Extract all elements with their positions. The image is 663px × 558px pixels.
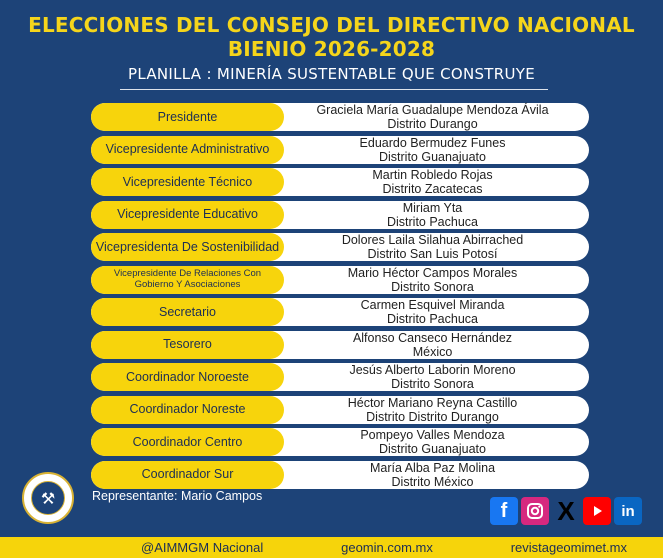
candidate-row	[91, 201, 589, 229]
candidate-name: Jesús Alberto Laborin Moreno	[349, 363, 516, 377]
candidate-info	[284, 361, 581, 393]
association-seal-logo	[22, 472, 74, 524]
candidate-name: Dolores Laila Silahua Abirrached	[341, 233, 524, 247]
candidate-row	[91, 331, 589, 359]
candidate-name: Martin Robledo Rojas	[372, 168, 493, 182]
candidate-info	[284, 264, 581, 296]
role-pill: Coordinador Centro	[91, 428, 284, 456]
candidate-district: Distrito Pachuca	[386, 312, 478, 326]
candidate-info	[284, 166, 581, 198]
candidate-row	[91, 396, 589, 424]
candidate-info	[284, 296, 581, 328]
representative-label: Representante: Mario Campos	[92, 489, 263, 503]
role-pill: Vicepresidenta De Sostenibilidad	[91, 233, 284, 261]
candidate-name: Mario Héctor Campos Morales	[347, 265, 518, 280]
candidate-info	[284, 101, 581, 133]
candidate-name: Eduardo Bermudez Funes	[359, 135, 506, 150]
candidate-row	[91, 298, 589, 326]
footer-site-geomin[interactable]: geomin.com.mx	[341, 540, 433, 555]
pickaxe-icon: ⚒	[31, 481, 65, 515]
slate-subtitle: PLANILLA : MINERÍA SUSTENTABLE QUE CONSTRUYE	[128, 65, 535, 83]
candidate-name: Carmen Esquivel Miranda	[360, 298, 505, 312]
candidate-row	[91, 363, 589, 391]
role-pill: Coordinador Noroeste	[91, 363, 284, 391]
candidate-info	[284, 134, 581, 166]
candidate-row	[91, 103, 589, 131]
candidate-name: Miriam Yta	[402, 200, 463, 215]
linkedin-icon[interactable]: in	[614, 497, 642, 525]
x-icon[interactable]: X	[557, 495, 575, 526]
candidate-district: México	[412, 344, 453, 359]
role-pill: Vicepresidente De Relaciones Con Gobierno Y Asociaciones	[91, 266, 284, 294]
youtube-icon[interactable]	[583, 497, 611, 525]
role-pill: Vicepresidente Técnico	[91, 168, 284, 196]
candidate-district: Distrito Guanajuato	[378, 442, 486, 456]
candidate-row	[91, 136, 589, 164]
role-pill: Coordinador Noreste	[91, 396, 284, 424]
footer-site-revista[interactable]: revistageomimet.mx	[510, 540, 627, 555]
candidate-row	[91, 266, 589, 294]
candidate-district: Distrito México	[391, 474, 474, 489]
candidate-name: Alfonso Canseco Hernández	[352, 330, 513, 345]
candidate-info	[284, 459, 581, 491]
role-pill: Secretario	[91, 298, 284, 326]
candidate-district: Distrito Sonora	[391, 377, 474, 391]
candidate-district: Distrito Pachuca	[386, 214, 478, 229]
social-icons	[490, 497, 642, 525]
candidate-info	[284, 394, 581, 426]
candidate-info	[284, 199, 581, 231]
candidate-name: Héctor Mariano Reyna Castillo	[347, 395, 518, 410]
candidate-name: María Alba Paz Molina	[369, 460, 496, 475]
role-pill: Coordinador Sur	[91, 461, 284, 489]
instagram-icon[interactable]	[521, 497, 549, 525]
role-pill: Vicepresidente Administrativo	[91, 136, 284, 164]
candidate-district: Distrito Guanajuato	[378, 149, 486, 164]
poster-title-line-2: BIENIO 2026-2028	[227, 37, 436, 61]
candidate-district: Distrito Zacatecas	[382, 182, 483, 196]
candidate-district: Distrito San Luis Potosí	[367, 247, 498, 261]
candidate-district: Distrito Sonora	[391, 279, 474, 294]
candidate-row	[91, 461, 589, 489]
candidate-info	[284, 231, 581, 263]
candidate-info	[284, 426, 581, 458]
facebook-icon[interactable]: f	[490, 497, 518, 525]
candidate-info	[284, 329, 581, 361]
role-pill: Presidente	[91, 103, 284, 131]
candidate-row	[91, 428, 589, 456]
candidate-name: Pompeyo Valles Mendoza	[360, 428, 505, 442]
footer-handle: @AIMMGM Nacional	[141, 540, 264, 555]
candidate-name: Graciela María Guadalupe Mendoza Ávila	[316, 103, 549, 117]
poster-title-line-1: ELECCIONES DEL CONSEJO DEL DIRECTIVO NACIONAL	[28, 13, 635, 37]
candidate-district: Distrito Distrito Durango	[366, 409, 499, 424]
subtitle-underline	[120, 89, 548, 90]
candidate-row	[91, 233, 589, 261]
candidate-district: Distrito Durango	[387, 117, 478, 131]
footer-bar	[0, 537, 663, 558]
role-pill: Vicepresidente Educativo	[91, 201, 284, 229]
candidate-row	[91, 168, 589, 196]
role-pill: Tesorero	[91, 331, 284, 359]
